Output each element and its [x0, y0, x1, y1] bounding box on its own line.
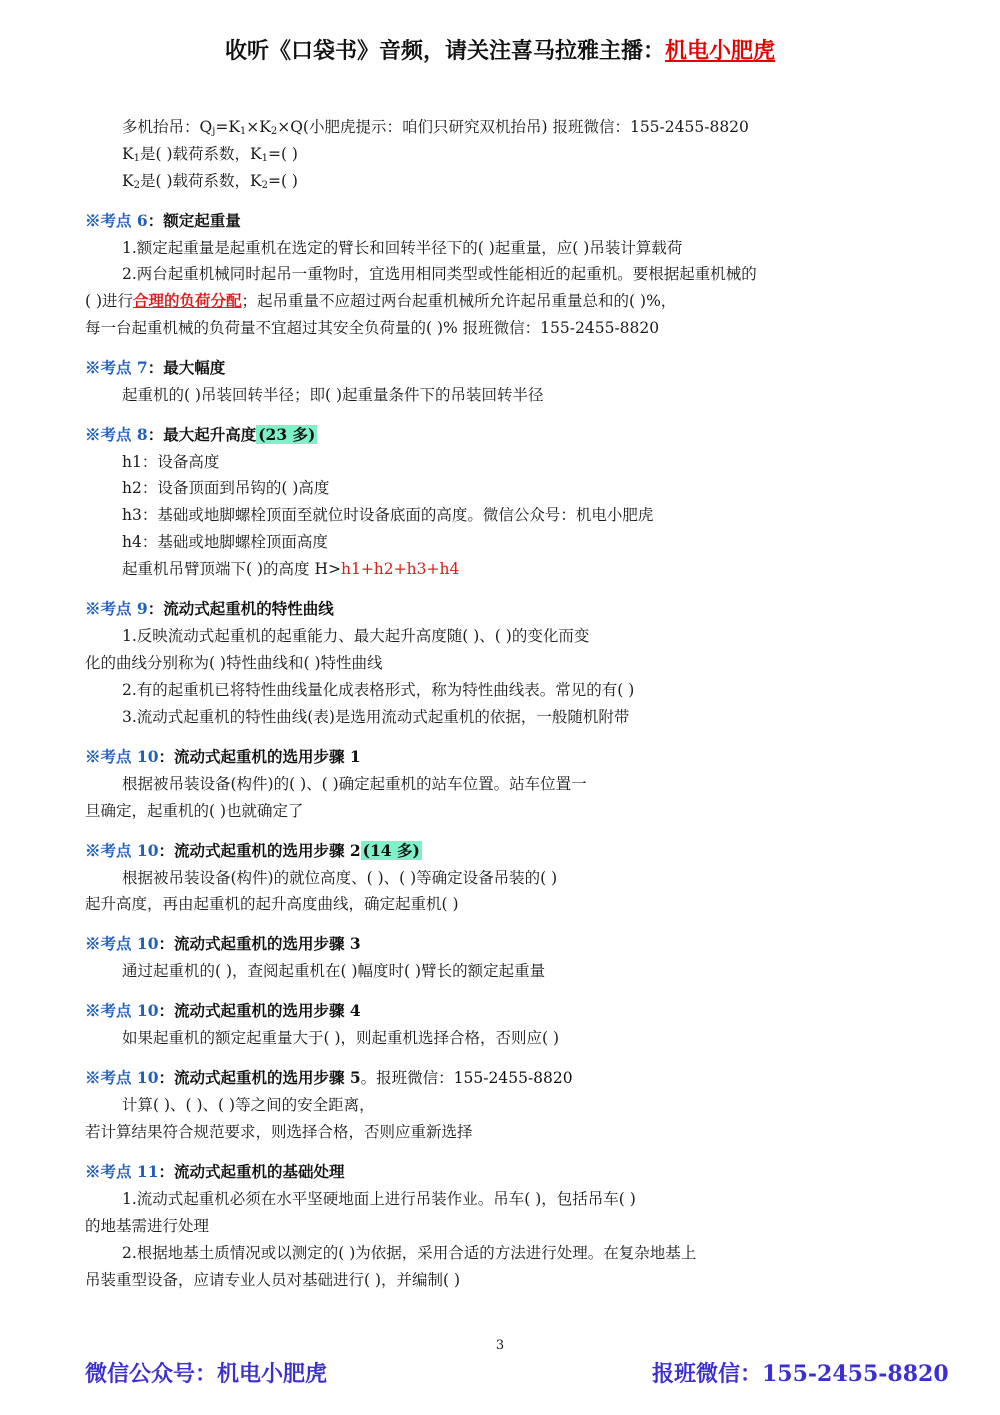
section-9-heading: ※考点 9：流动式起重机的特性曲线: [85, 599, 334, 618]
intro-k1-line: $K_1$是( )载荷系数，$K_1=$( ): [122, 145, 298, 164]
section-10-step1-heading: ※考点 10：流动式起重机的选用步骤 1: [85, 747, 361, 766]
section-11-p3: 2.根据地基土质情况或以测定的( )为依据，采用合适的方法进行处理。在复杂地基上: [122, 1244, 697, 1262]
section-11-p2: 的地基需进行处理: [85, 1217, 210, 1235]
section-8-formula: 起重机吊臂顶端下( )的高度 H>h1+h2+h3+h4: [122, 560, 460, 578]
section-8-h2: h2：设备顶面到吊钩的( )高度: [122, 479, 330, 497]
page-number: 3: [495, 1338, 505, 1353]
section-9-p1: 1.反映流动式起重机的起重能力、最大起升高度随( )、( )的变化而变: [122, 627, 590, 645]
section-10-step1-p1: 根据被吊装设备(构件)的( )、( )确定起重机的站车位置。站车位置一: [122, 775, 587, 793]
section-10-step2-heading: ※考点 10：流动式起重机的选用步骤 2 (14 多): [85, 841, 420, 860]
section-8-h4: h4：基础或地脚螺栓顶面高度: [122, 533, 328, 551]
section-8-h1: h1：设备高度: [122, 453, 220, 471]
height-sum-formula: h1+h2+h3+h4: [340, 560, 460, 578]
section-10-step3-p1: 通过起重机的( )，查阅起重机在( )幅度时( )臂长的额定起重量: [122, 962, 546, 980]
footer-contact: 报班微信：155-2455-8820: [652, 1361, 949, 1387]
section-6-heading: ※考点 6：额定起重量: [85, 211, 241, 230]
section-6-p4: 每一台起重机械的负荷量不宜超过其安全负荷量的( )% 报班微信：155-2455-8820: [85, 319, 660, 337]
highlight-load-distribution: 合理的负荷分配: [133, 291, 242, 310]
section-9-p3: 2.有的起重机已将特性曲线量化成表格形式，称为特性曲线表。常见的有( ): [122, 681, 635, 699]
section-10-step4-p1: 如果起重机的额定起重量大于( )，则起重机选择合格，否则应( ): [122, 1029, 560, 1047]
section-6-p3: ( )进行合理的负荷分配；起吊重量不应超过两台起重机械所允许起吊重量总和的( )%，: [85, 291, 677, 310]
section-10-step5-heading: ※考点 10：流动式起重机的选用步骤 5。报班微信：155-2455-8820: [85, 1068, 573, 1087]
section-10-step5-p2: 若计算结果符合规范要求，则选择合格，否则应重新选择: [85, 1123, 473, 1141]
section-6-p2: 2.两台起重机械同时起吊一重物时，宜选用相同类型或性能相近的起重机。要根据起重机械的: [122, 265, 757, 283]
section-7-p1: 起重机的( )吊装回转半径；即( )起重量条件下的吊装回转半径: [122, 386, 544, 404]
multi-choice-badge: (23 多): [258, 425, 316, 444]
footer-wechat-account: 微信公众号：机电小肥虎: [85, 1361, 328, 1387]
section-10-step2-p1: 根据被吊装设备(构件)的就位高度、( )、( )等确定设备吊装的( ): [122, 869, 558, 887]
section-9-p2: 化的曲线分别称为( )特性曲线和( )特性曲线: [85, 654, 383, 672]
section-10-step4-heading: ※考点 10：流动式起重机的选用步骤 4: [85, 1001, 361, 1020]
section-8-heading: ※考点 8：最大起升高度 (23 多): [85, 425, 316, 444]
page-header: [0, 34, 1000, 65]
section-11-heading: ※考点 11：流动式起重机的基础处理: [85, 1162, 345, 1181]
header-anchor-name: 机电小肥虎: [665, 38, 776, 64]
section-10-step3-heading: ※考点 10：流动式起重机的选用步骤 3: [85, 934, 361, 953]
section-10-step5-p1: 计算( )、( )、( )等之间的安全距离，: [122, 1096, 375, 1114]
intro-k2-line: $K_2$是( )载荷系数，$K_2=$( ): [122, 172, 298, 191]
header-prefix: 收听《口袋书》音频，请关注喜马拉雅主播：: [224, 38, 665, 64]
section-9-p4: 3.流动式起重机的特性曲线(表)是选用流动式起重机的依据，一般随机附带: [122, 708, 630, 726]
section-6-p1: 1.额定起重量是起重机在选定的臂长和回转半径下的( )起重量，应( )吊装计算载荷: [122, 239, 683, 257]
section-11-p1: 1.流动式起重机必须在水平坚硬地面上进行吊装作业。吊车( )，包括吊车( ): [122, 1190, 636, 1208]
multi-choice-badge: (14 多): [362, 841, 420, 860]
section-8-h3: h3：基础或地脚螺栓顶面至就位时设备底面的高度。微信公众号：机电小肥虎: [122, 506, 654, 524]
intro-formula-line: 多机抬吊：$Q_j=K_1\times K_2\times Q$(小肥虎提示：咱们只研究双机抬吊) 报班微信：155-2455-8820: [122, 118, 749, 137]
section-7-heading: ※考点 7：最大幅度: [85, 358, 226, 377]
section-11-p4: 吊装重型设备，应请专业人员对基础进行( )，并编制( ): [85, 1271, 461, 1289]
section-10-step1-p2: 旦确定，起重机的( )也就确定了: [85, 802, 304, 820]
section-10-step2-p2: 起升高度，再由起重机的起升高度曲线，确定起重机( ): [85, 895, 459, 913]
